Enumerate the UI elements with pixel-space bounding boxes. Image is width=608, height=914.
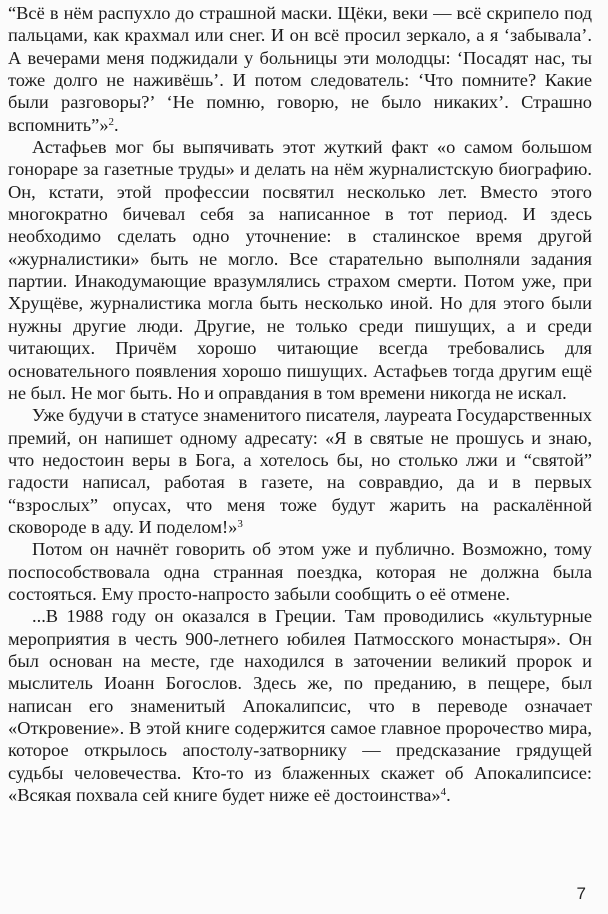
footnote-ref: 2 [108,115,115,128]
paragraph-text: “Всё в нём распухло до страшной маски. Щёки, веки — всё скрипело под пальцами, как крахмал или снег. И он всё просил зеркало, а я ‘забывала’. А вечерами меня поджидали у больницы эти молодцы: ‘Посадят нас, ты тоже долго не наживёшь’. И потом следователь: ‘Что помните? Какие были разговоры?’ ‘Не помню, говорю, не было никаких’. Страшно вспомнить”» [8,3,592,135]
paragraph-greece-trip [8,605,592,806]
footnote-ref: 4 [440,786,447,799]
paragraph-text: Потом он начнёт говорить об этом уже и публично. Возможно, тому поспособствовала одна странная поездка, которая не должна была состояться. Ему просто-напросто забыли сообщить о её отмене. [8,539,592,604]
closing-period: . [446,785,451,806]
paragraph-letter-quote [8,404,592,538]
paragraph-text: Уже будучи в статусе знаменитого писателя, лауреата Государственных премий, он напишет одному адресату: «Я в святые не прошусь и знаю, что недостоин веры в Бога, а хотелось бы, но столько лжи и “святой” гадости написал, работая в газете, на совравдио, да и в первых “взрослых” опусах, что меня тоже будут жарить на раскалённой сковороде в аду. И поделом!» [8,405,592,537]
page-number: 7 [576,884,586,903]
paragraph-astafyev-journalism [8,136,592,404]
paragraph-text: ...В 1988 году он оказался в Греции. Там проводились «культурные мероприятия в честь 900-летнего юбилея Патмосского монастыря». Он был основан на месте, где находился в заточении великий пророк и мыслитель Иоанн Богослов. Здесь же, по преданию, в пещере, был написан его знаменитый Апокалипсис, что в переводе означает «Откровение». В этой книге содержится самое главное пророчество мира, которое открылось апостолу-затворнику — предсказание грядущей судьбы человечества. Кто-то из блаженных скажет об Апокалипсисе: «Всякая похвала сей книге будет ниже её достоинства» [8,606,592,806]
paragraph-text: Астафьев мог бы выпячивать этот жуткий факт «о самом большом гонораре за газетные труды» и делать на нём журналистскую биографию. Он, кстати, этой профессии посвятил несколько лет. Вместо этого многократно бичевал себя за написанное в тот период. И здесь необходимо сделать одно уточнение: в сталинское время другой «журналистики» быть не могло. Все старательно выполняли задания партии. Инакодумающие вразумлялись страхом смерти. Потом уже, при Хрущёве, журналистика могла быть несколько иной. Но для этого были нужны другие люди. Другие, не только среди пишущих, а и среди читающих. Причём хорошо читающие всегда требовались для основательного появления хорошо пишущих. Астафьев тогда другим ещё не был. Не мог быть. Но и оправдания в том времени никогда не искал. [8,137,592,403]
body-text [8,2,592,806]
paragraph-quote-continuation: “Всё в нём распухло до страшной маски. Щёки, веки — всё скрипело под пальцами, как крахмал или снег. И он всё просил зеркало, а я ‘забывала’. А вечерами меня поджидали у больницы эти молодцы: ‘Посадят нас, ты тоже долго не наживёшь’. И потом следователь: ‘Что помните? Какие были разговоры?’ ‘Не помню, говорю, не было никаких’. Страшно вспомнить”»$^2$. [8,3,592,135]
paragraph-public-speaking [8,538,592,605]
footnote-ref: 3 [237,517,243,530]
